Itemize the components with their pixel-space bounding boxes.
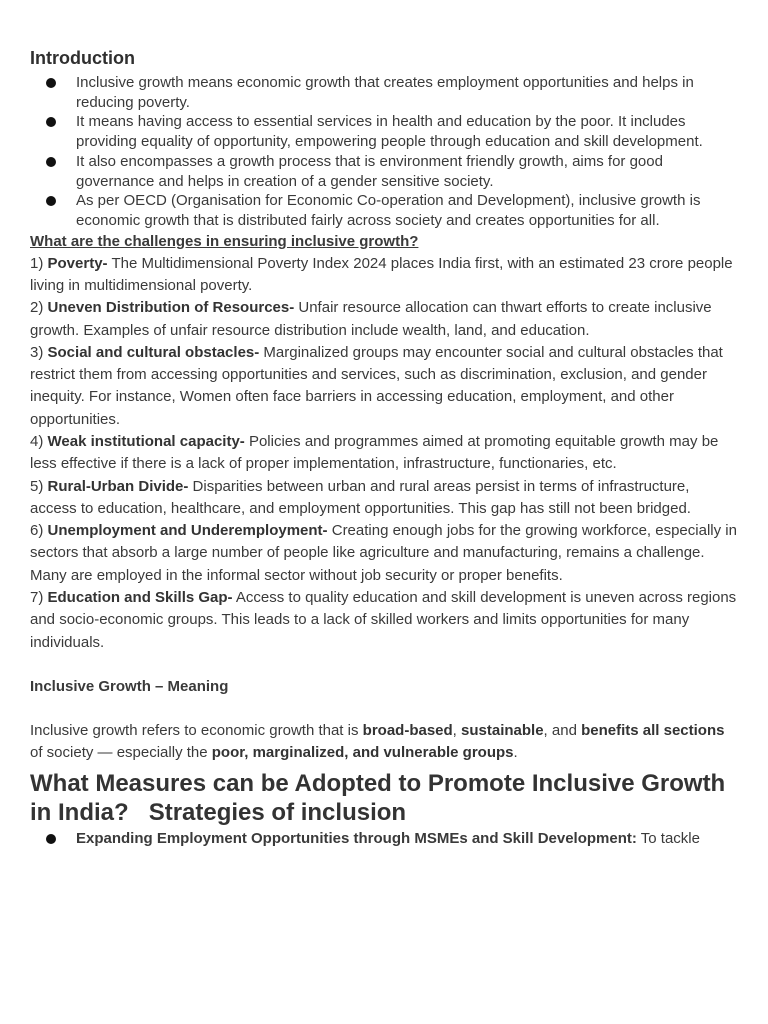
measures-heading-subtitle: Strategies of inclusion xyxy=(148,798,407,826)
spacer xyxy=(30,698,740,720)
challenges-heading: What are the challenges in ensuring inclusive growth? xyxy=(30,232,419,250)
challenge-text: The Multidimensional Poverty Index 2024 places India first, with an estimated 23 crore people living in multidimensional poverty. xyxy=(30,254,733,294)
challenge-item xyxy=(30,253,740,298)
challenge-number: 5) xyxy=(30,477,48,495)
intro-bullet-item: It means having access to essential services in health and education by the poor. It includes providing equality of opportunity, empowering people through education and skill development. xyxy=(30,112,740,151)
meaning-text: , xyxy=(452,721,462,739)
meaning-bold-text: sustainable xyxy=(461,721,544,739)
intro-bullet-item: It also encompasses a growth process that is environment friendly growth, aims for good governance and helps in creation of a gender sensitive society. xyxy=(30,152,740,191)
introduction-bullet-list xyxy=(30,73,740,231)
challenge-title: Weak institutional capacity- xyxy=(47,433,245,450)
challenge-item xyxy=(30,587,740,654)
challenge-item xyxy=(30,342,740,431)
challenge-title: Education and Skills Gap- xyxy=(47,589,233,607)
meaning-bold-text: broad-based xyxy=(362,721,453,739)
challenge-text: Disparities between urban and rural areas persist in terms of infrastructure, access to education, healthcare, and employment opportunities. This gap has still not been bridged. xyxy=(30,477,691,517)
challenge-item xyxy=(30,297,740,342)
spacer xyxy=(30,654,740,676)
intro-bullet-item: As per OECD (Organisation for Economic Co-operation and Development), inclusive growth is economic growth that is distributed fairly across society and creates opportunities for all. xyxy=(30,191,740,230)
challenge-text: Policies and programmes aimed at promoting equitable growth may be less effective if there is a lack of proper implementation, infrastructure, functionaries, etc. xyxy=(30,433,719,473)
meaning-bold-text: benefits all sections xyxy=(581,721,725,739)
measures-bullet-item xyxy=(30,829,740,849)
introduction-heading: Introduction xyxy=(30,48,135,68)
challenge-title: Rural-Urban Divide- xyxy=(47,477,189,495)
meaning-heading: Inclusive Growth – Meaning xyxy=(30,677,229,695)
meaning-text: Inclusive growth refers to economic growth that is xyxy=(30,721,363,739)
challenge-item xyxy=(30,476,740,521)
challenge-title: Social and cultural obstacles- xyxy=(47,343,260,361)
meaning-text: , and xyxy=(543,721,582,739)
challenge-number: 2) xyxy=(30,299,48,317)
challenges-list xyxy=(30,253,740,654)
measures-bullet-text: To tackle xyxy=(636,829,700,847)
challenge-item xyxy=(30,431,740,476)
meaning-text: . xyxy=(513,744,518,762)
challenge-text: Marginalized groups may encounter social and cultural obstacles that restrict them from accessing opportunities and services, such as discrimination, exclusion, and gender inequity. For instance, Women often face barriers in accessing education, employment, and other opportunities. xyxy=(30,343,723,428)
meaning-paragraph xyxy=(30,720,740,765)
measures-bullet-title: Expanding Employment Opportunities through MSMEs and Skill Development: xyxy=(76,829,637,847)
challenge-title: Poverty- xyxy=(47,254,108,272)
challenge-number: 6) xyxy=(30,522,48,540)
meaning-text: of society — especially the xyxy=(30,744,212,762)
intro-bullet-item: Inclusive growth means economic growth that creates employment opportunities and helps in reducing poverty. xyxy=(30,73,740,112)
challenge-number: 4) xyxy=(30,433,48,450)
challenge-text: Unfair resource allocation can thwart efforts to create inclusive growth. Examples of unfair resource distribution include wealth, land, and education. xyxy=(30,299,712,339)
meaning-bold-text: poor, marginalized, and vulnerable groups xyxy=(211,744,514,762)
challenge-title: Uneven Distribution of Resources- xyxy=(47,299,295,317)
measures-heading-title: What Measures can be Adopted to Promote Inclusive Growth in India? xyxy=(30,769,726,826)
challenge-item xyxy=(30,520,740,587)
measures-heading xyxy=(30,769,740,827)
challenge-number: 7) xyxy=(30,589,48,607)
challenge-title: Unemployment and Underemployment- xyxy=(47,522,328,540)
challenge-text: Creating enough jobs for the growing workforce, especially in sectors that absorb a large number of people like agriculture and manufacturing, remains a challenge. Many are employed in the informal sector without job security or proper benefits. xyxy=(30,522,737,584)
measures-bullet-list xyxy=(30,829,740,849)
challenge-number: 3) xyxy=(30,343,48,361)
challenge-text: Access to quality education and skill development is uneven across regions and socio-economic groups. This leads to a lack of skilled workers and limits opportunities for many individuals. xyxy=(30,589,737,651)
challenge-number: 1) xyxy=(30,254,48,272)
